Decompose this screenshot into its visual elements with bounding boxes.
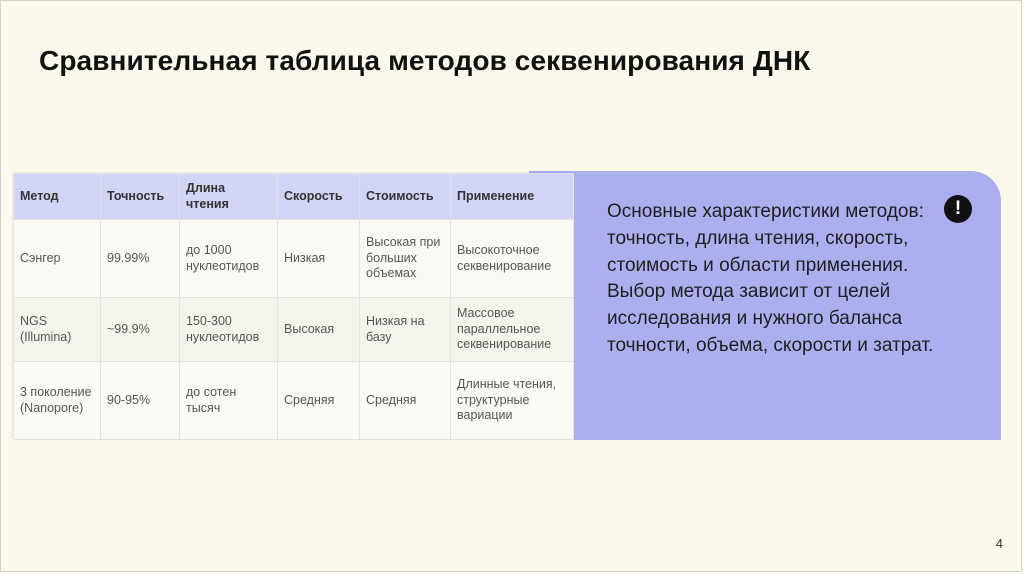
table-cell: Длинные чтения, структурные вариации bbox=[451, 362, 574, 440]
slide-title: Сравнительная таблица методов секвенирования ДНК bbox=[39, 45, 811, 76]
table-cell: Высокая при больших объемах bbox=[360, 220, 451, 298]
table-cell: Высокоточное секвенирование bbox=[451, 220, 574, 298]
table-row bbox=[14, 220, 574, 298]
table-header-row bbox=[14, 174, 574, 220]
header-cell: Длина чтения bbox=[180, 174, 278, 220]
info-paragraph-2: Выбор метода зависит от целей исследования и нужного баланса точности, объема, скорости и затрат. bbox=[607, 281, 934, 356]
header-cell: Скорость bbox=[278, 174, 360, 220]
table-cell: до сотен тысяч bbox=[180, 362, 278, 440]
table-cell: 3 поколение (Nanopore) bbox=[14, 362, 101, 440]
table-cell: Высокая bbox=[278, 298, 360, 362]
table-cell: Низкая на базу bbox=[360, 298, 451, 362]
table-cell: NGS (Illumina) bbox=[14, 298, 101, 362]
table-row bbox=[14, 362, 574, 440]
table-cell: 90-95% bbox=[101, 362, 180, 440]
table-cell: Средняя bbox=[360, 362, 451, 440]
table-cell: Средняя bbox=[278, 362, 360, 440]
info-panel bbox=[529, 171, 1001, 440]
header-cell: Стоимость bbox=[360, 174, 451, 220]
info-panel-text bbox=[607, 199, 957, 360]
comparison-table bbox=[13, 173, 574, 440]
info-paragraph-1: Основные характеристики методов: точность, длина чтения, скорость, стоимость и области применения. bbox=[607, 201, 924, 276]
table-row bbox=[14, 298, 574, 362]
exclamation-icon: ! bbox=[944, 195, 972, 223]
page-number: 4 bbox=[995, 536, 1003, 551]
table-cell: Низкая bbox=[278, 220, 360, 298]
header-cell: Точность bbox=[101, 174, 180, 220]
table-cell: до 1000 нуклеотидов bbox=[180, 220, 278, 298]
comparison-table-container bbox=[13, 173, 573, 439]
table-cell: 150-300 нуклеотидов bbox=[180, 298, 278, 362]
table-cell: Сэнгер bbox=[14, 220, 101, 298]
header-cell: Метод bbox=[14, 174, 101, 220]
table-cell: 99.99% bbox=[101, 220, 180, 298]
table-cell: ~99.9% bbox=[101, 298, 180, 362]
header-cell: Применение bbox=[451, 174, 574, 220]
table-cell: Массовое параллельное секвенирование bbox=[451, 298, 574, 362]
